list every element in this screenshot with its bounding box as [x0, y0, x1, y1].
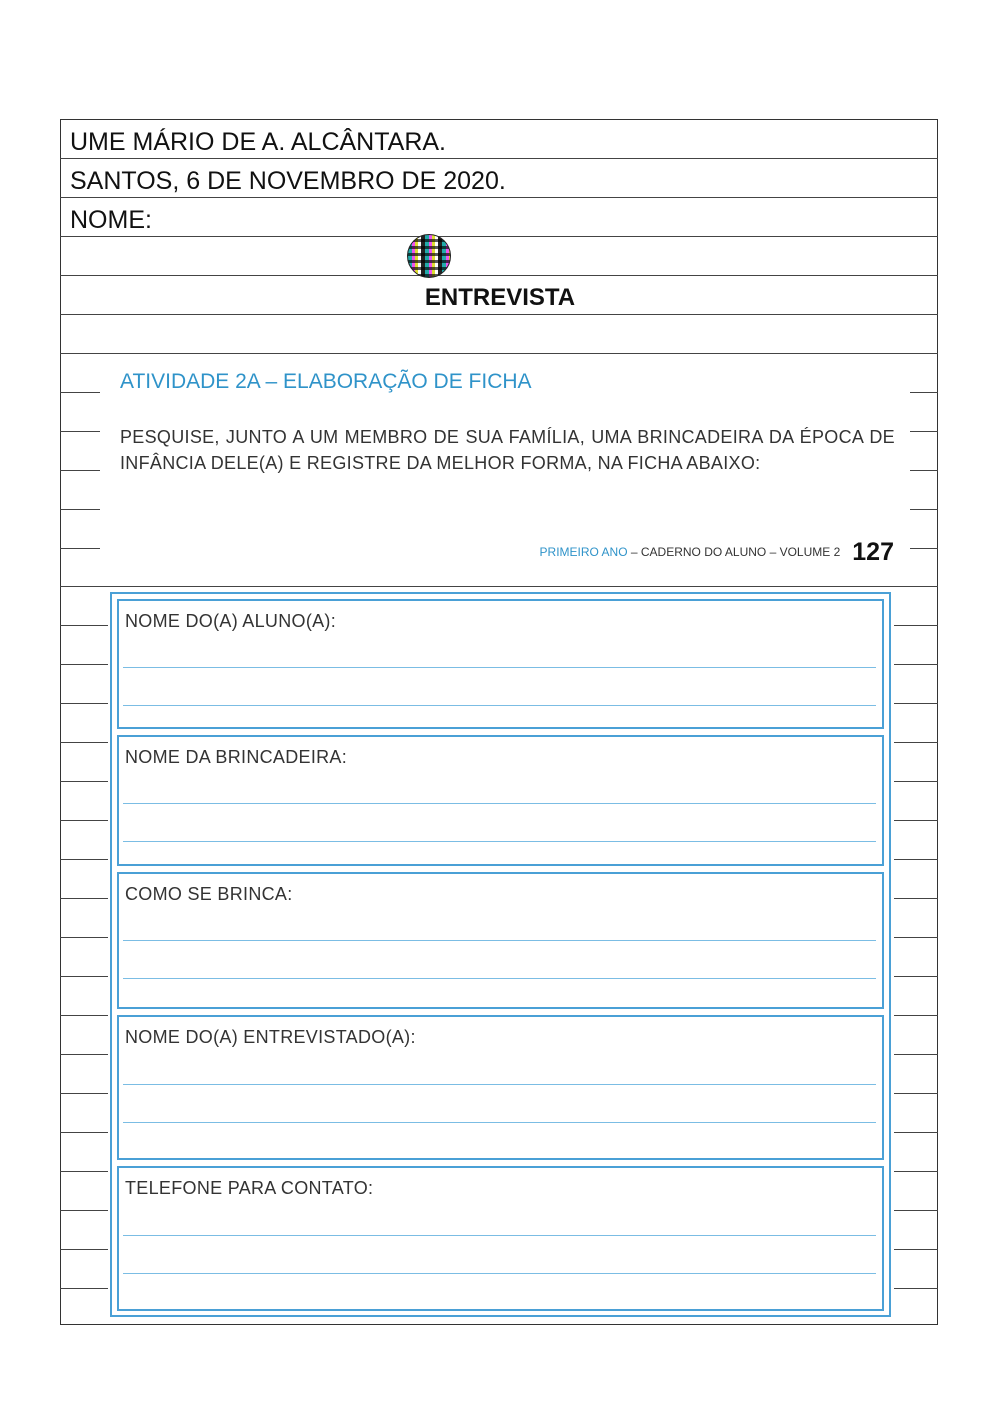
ruled-line	[60, 1210, 108, 1211]
ruled-line	[910, 470, 938, 471]
writing-line[interactable]	[123, 705, 876, 706]
ruled-line	[894, 820, 938, 821]
ruled-line	[60, 1054, 108, 1055]
ruled-line	[60, 275, 938, 276]
ruled-line	[910, 392, 938, 393]
ruled-line	[910, 509, 938, 510]
ruled-line	[60, 1015, 108, 1016]
ruled-line	[894, 1288, 938, 1289]
ruled-line	[60, 1093, 108, 1094]
writing-line[interactable]	[123, 841, 876, 842]
ruled-line	[60, 742, 108, 743]
field-label: TELEFONE PARA CONTATO:	[125, 1178, 374, 1198]
ruled-line	[910, 431, 938, 432]
ruled-line	[894, 976, 938, 977]
activity-instruction: PESQUISE, JUNTO A UM MEMBRO DE SUA FAMÍLIA, UMA BRINCADEIRA DA ÉPOCA DE INFÂNCIA DELE(A) E REGISTRE DA MELHOR FORMA, NA FICHA ABAIXO:	[120, 427, 895, 473]
page-footer	[540, 538, 894, 567]
writing-line[interactable]	[123, 1273, 876, 1274]
activity-title: ATIVIDADE 2A – ELABORAÇÃO DE FICHA	[120, 370, 532, 393]
ruled-line	[60, 158, 938, 159]
ruled-line	[60, 625, 108, 626]
ruled-line	[894, 1093, 938, 1094]
writing-line[interactable]	[123, 803, 876, 804]
ruled-line	[894, 859, 938, 860]
ruled-line	[60, 236, 938, 237]
ruled-line	[60, 197, 938, 198]
writing-line[interactable]	[123, 940, 876, 941]
ruled-line	[894, 1132, 938, 1133]
ruled-line	[894, 625, 938, 626]
form-card-how-to-play	[117, 872, 884, 1009]
field-label: COMO SE BRINCA:	[125, 884, 293, 904]
school-name: UME MÁRIO DE A. ALCÂNTARA.	[70, 128, 447, 156]
ruled-line	[894, 664, 938, 665]
name-label: NOME:	[70, 206, 152, 234]
ruled-line	[60, 781, 108, 782]
writing-line[interactable]	[123, 1122, 876, 1123]
date-line: SANTOS, 6 DE NOVEMBRO DE 2020.	[70, 167, 506, 195]
ruled-line	[60, 664, 108, 665]
ruled-line	[60, 703, 108, 704]
ruled-line	[60, 898, 108, 899]
ruled-line	[60, 1288, 108, 1289]
ruled-line	[910, 548, 938, 549]
ruled-line	[60, 509, 100, 510]
ruled-line	[60, 431, 100, 432]
ruled-line	[60, 937, 108, 938]
ruled-line	[60, 976, 108, 977]
page-title: ENTREVISTA	[424, 284, 576, 311]
ruled-line	[60, 392, 100, 393]
ruled-line	[60, 1132, 108, 1133]
ruled-line	[60, 586, 938, 587]
footer-volume: – CADERNO DO ALUNO – VOLUME 2	[627, 545, 841, 559]
ruled-line	[60, 548, 100, 549]
ruled-line	[894, 1249, 938, 1250]
ruled-line	[894, 742, 938, 743]
field-label: NOME DA BRINCADEIRA:	[125, 747, 348, 767]
writing-line[interactable]	[123, 978, 876, 979]
ruled-line	[894, 1054, 938, 1055]
field-label: NOME DO(A) ALUNO(A):	[125, 611, 337, 631]
ruled-line	[60, 1249, 108, 1250]
page-number: 127	[852, 538, 894, 566]
ruled-line	[60, 820, 108, 821]
writing-line[interactable]	[123, 1235, 876, 1236]
ruled-line	[894, 1210, 938, 1211]
ruled-line	[894, 937, 938, 938]
ruled-line	[60, 314, 938, 315]
form-card-interviewee-name	[117, 1015, 884, 1160]
ruled-line	[60, 470, 100, 471]
ruled-line	[60, 1171, 108, 1172]
form-card-phone	[117, 1166, 884, 1311]
field-label: NOME DO(A) ENTREVISTADO(A):	[125, 1027, 416, 1047]
form-card-student-name	[117, 599, 884, 729]
writing-line[interactable]	[123, 667, 876, 668]
form-card-game-name	[117, 735, 884, 866]
ruled-line	[894, 703, 938, 704]
globe-icon	[407, 234, 451, 278]
ruled-line	[60, 859, 108, 860]
ruled-line	[60, 353, 938, 354]
writing-line[interactable]	[123, 1084, 876, 1085]
ruled-line	[894, 1015, 938, 1016]
ruled-line	[894, 781, 938, 782]
ruled-line	[894, 898, 938, 899]
footer-grade: PRIMEIRO ANO	[539, 545, 628, 559]
ruled-line	[894, 1171, 938, 1172]
